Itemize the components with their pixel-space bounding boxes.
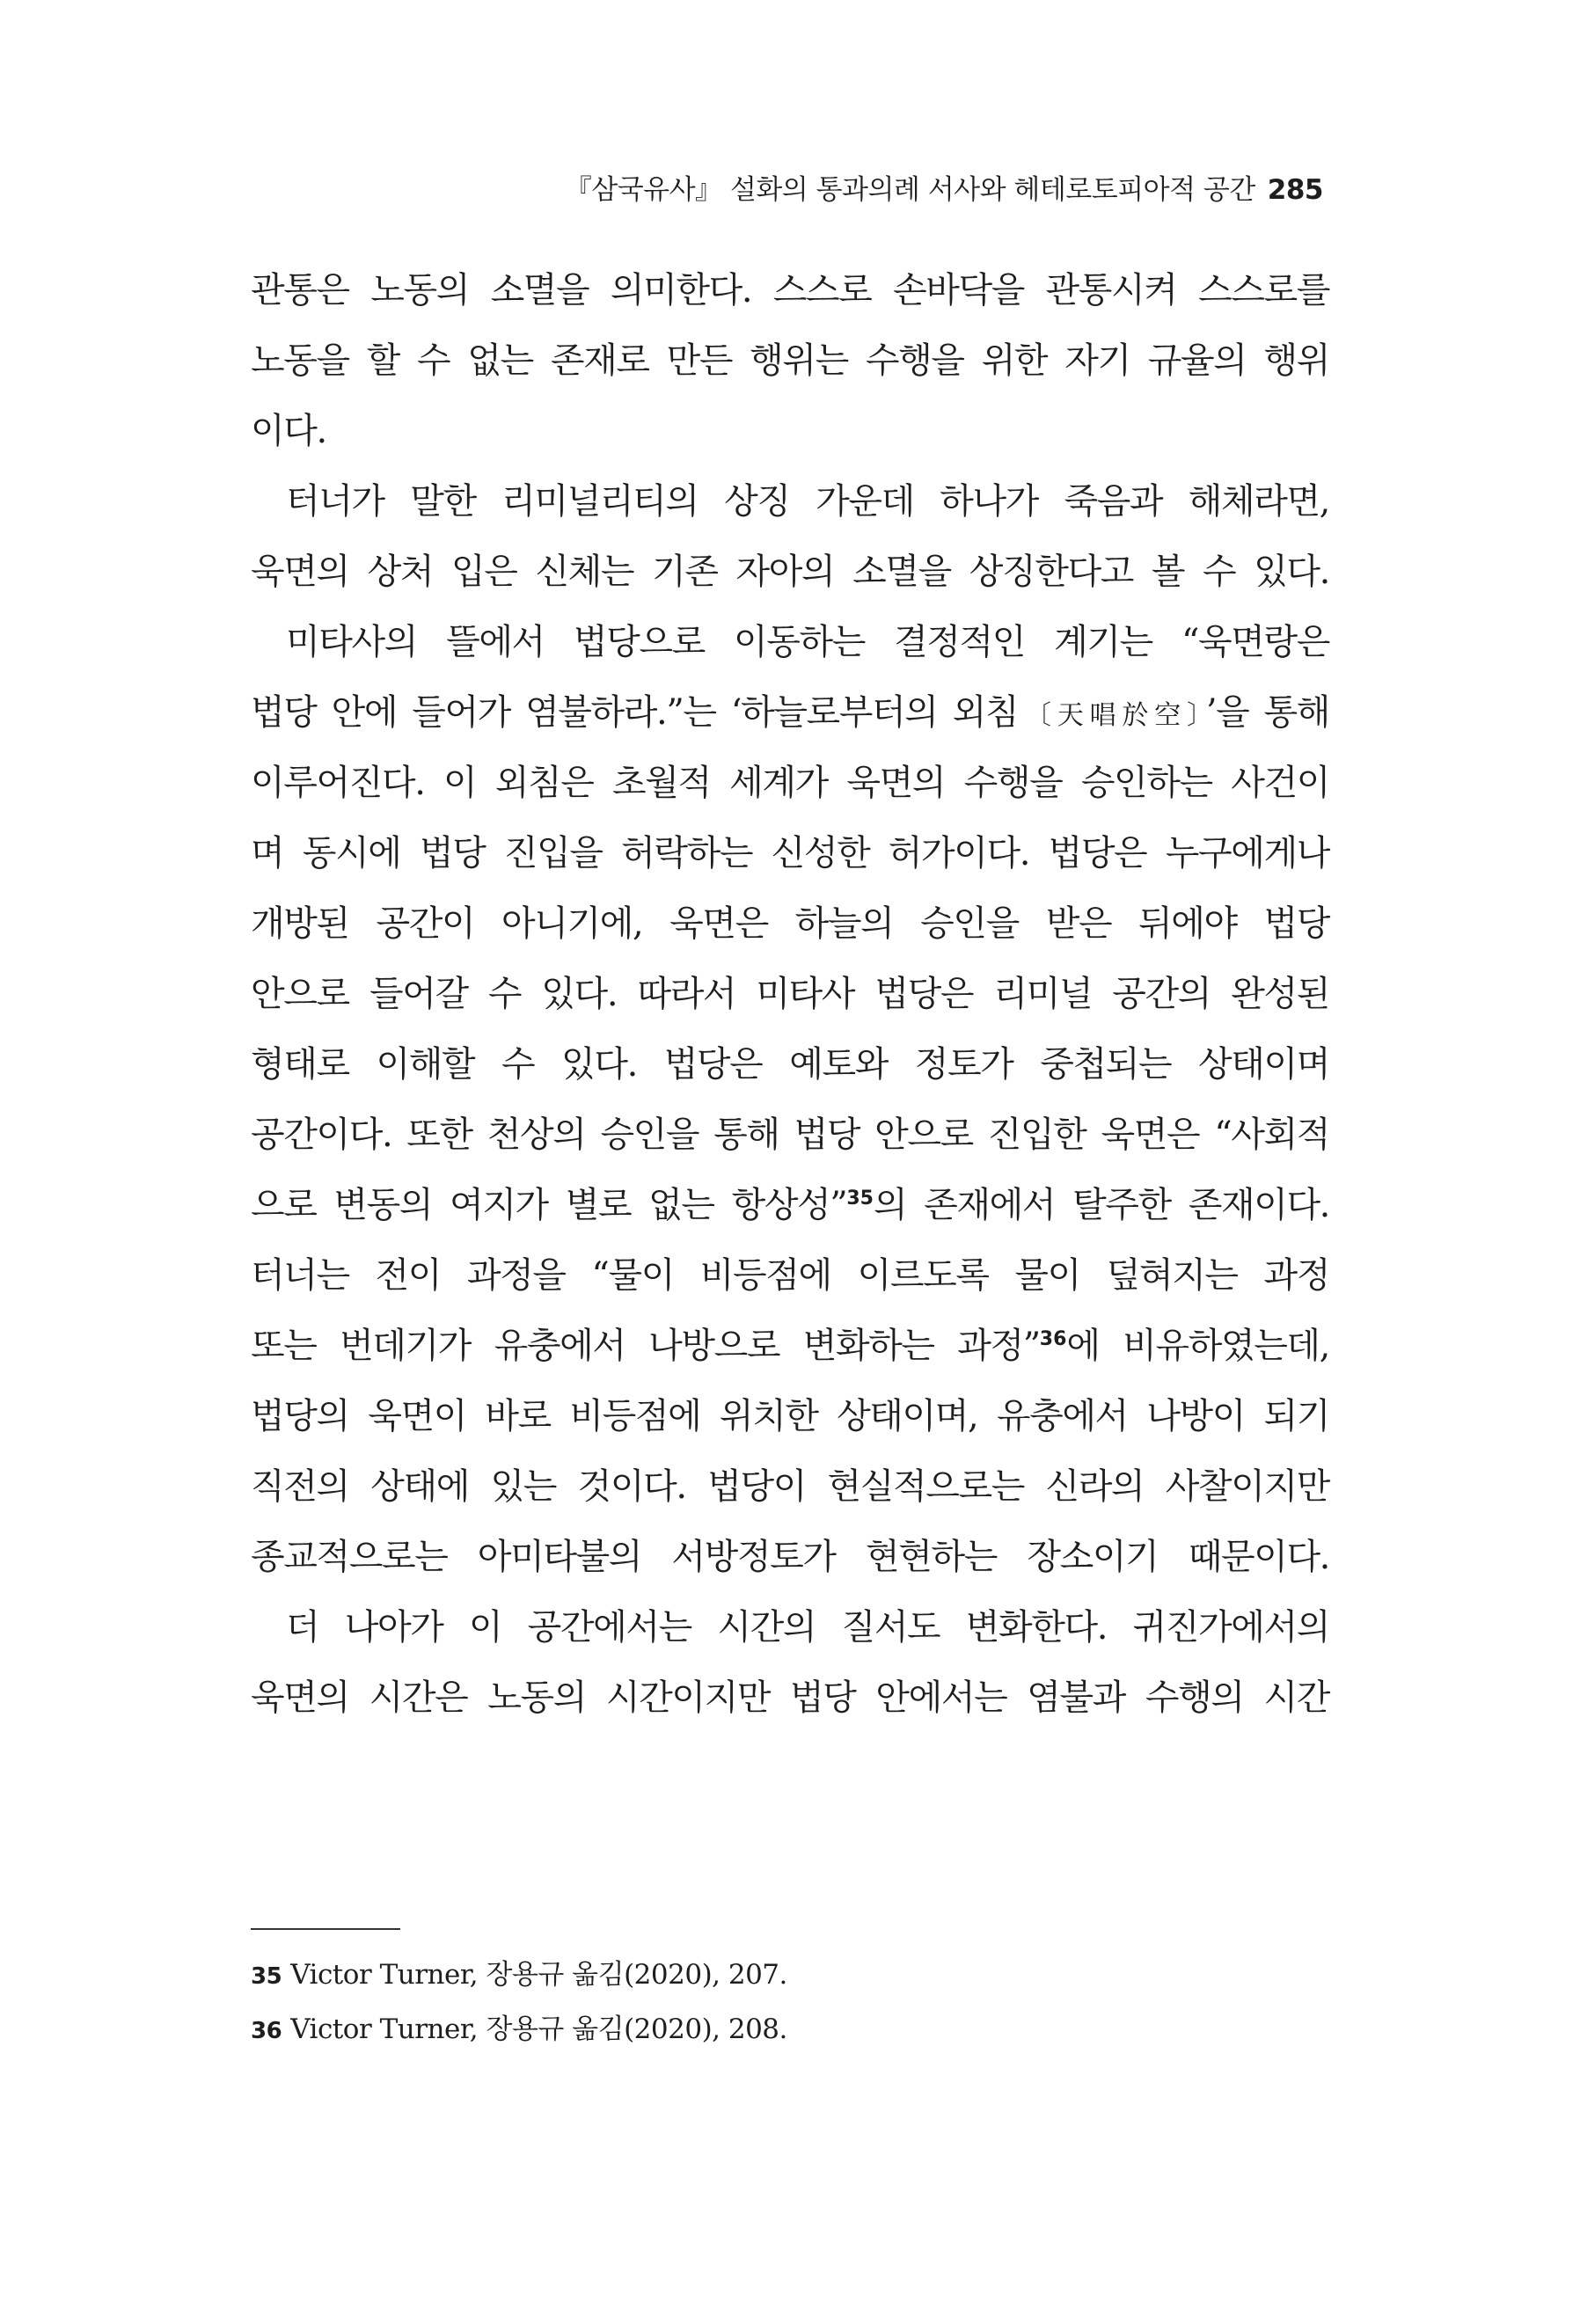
footnotes: [251, 1948, 1329, 2057]
line-segment: 법당 안에 들어가 염불하라.”는 ‘하늘로부터의 외침: [251, 692, 1019, 733]
footnote-number: 35: [251, 1963, 282, 1990]
text-line: 더 나아가 이 공간에서는 시간의 질서도 변화한다. 귀진가에서의: [286, 1607, 1329, 1648]
text-line: [251, 677, 1329, 748]
running-head: [246, 172, 1323, 208]
footnote-number: 36: [251, 2018, 282, 2044]
text-line: 법당의 욱면이 바로 비등점에 위치한 상태이며, 유충에서 나방이 되기: [251, 1396, 1329, 1436]
footnote-ref: 35: [846, 1188, 874, 1210]
text-line: [251, 1311, 1329, 1381]
line-segment: 에 비유하였는데,: [1066, 1326, 1329, 1366]
text-line: 종교적으로는 아미타불의 서방정토가 현현하는 장소이기 때문이다.: [251, 1537, 1329, 1577]
text-line: [251, 1170, 1329, 1240]
text-line: 안으로 들어갈 수 있다. 따라서 미타사 법당은 리미널 공간의 완성된: [251, 974, 1329, 1014]
page-number: 285: [1267, 174, 1323, 206]
text-line: 터너는 전이 과정을 “물이 비등점에 이르도록 물이 덮혀지는 과정: [251, 1255, 1329, 1296]
text-line: 욱면의 시간은 노동의 시간이지만 법당 안에서는 염불과 수행의 시간: [251, 1677, 1329, 1718]
text-line: 개방된 공간이 아니기에, 욱면은 하늘의 승인을 받은 뒤에야 법당: [251, 903, 1329, 944]
text-line: 관통은 노동의 소멸을 의미한다. 스스로 손바닥을 관통시켜 스스로를: [251, 270, 1329, 311]
text-line: 노동을 할 수 없는 존재로 만든 행위는 수행을 위한 자기 규율의 행위: [251, 340, 1329, 381]
line-segment: 의 존재에서 탈주한 존재이다.: [873, 1185, 1329, 1225]
footnote-ref: 36: [1039, 1328, 1067, 1350]
footnote: [251, 1948, 1329, 2002]
text-line: 이다.: [251, 411, 326, 451]
running-title: 『삼국유사』 설화의 통과의례 서사와 헤테로토피아적 공간: [564, 174, 1255, 206]
text-line: 공간이다. 또한 천상의 승인을 통해 법당 안으로 진입한 욱면은 “사회적: [251, 1114, 1329, 1155]
text-line: 미타사의 뜰에서 법당으로 이동하는 결정적인 계기는 “욱면랑은: [286, 622, 1329, 662]
hanja-gloss: 〔天唱於空〕: [1018, 700, 1206, 731]
text-line: 직전의 상태에 있는 것이다. 법당이 현실적으로는 신라의 사찰이지만: [251, 1466, 1329, 1507]
text-line: 형태로 이해할 수 있다. 법당은 예토와 정토가 중첩되는 상태이며: [251, 1044, 1329, 1085]
footnote-text: Victor Turner, 장용규 옮김(2020), 207.: [290, 1959, 787, 1991]
line-segment: ’을 통해: [1205, 692, 1329, 733]
text-line: 이루어진다. 이 외침은 초월적 세계가 욱면의 수행을 승인하는 사건이: [251, 763, 1329, 803]
footnote-divider: [251, 1928, 400, 1930]
footnote-text: Victor Turner, 장용규 옮김(2020), 208.: [290, 2013, 787, 2045]
body-text: [251, 255, 1329, 1733]
footnote: [251, 2002, 1329, 2057]
line-segment: 또는 번데기가 유충에서 나방으로 변화하는 과정”: [251, 1326, 1040, 1366]
line-segment: 으로 변동의 여지가 별로 없는 항상성”: [251, 1185, 847, 1225]
text-line: 욱면의 상처 입은 신체는 기존 자아의 소멸을 상징한다고 볼 수 있다.: [251, 552, 1329, 592]
text-line: 터너가 말한 리미널리티의 상징 가운데 하나가 죽음과 해체라면,: [286, 481, 1329, 522]
text-line: 며 동시에 법당 진입을 허락하는 신성한 허가이다. 법당은 누구에게나: [251, 833, 1329, 873]
